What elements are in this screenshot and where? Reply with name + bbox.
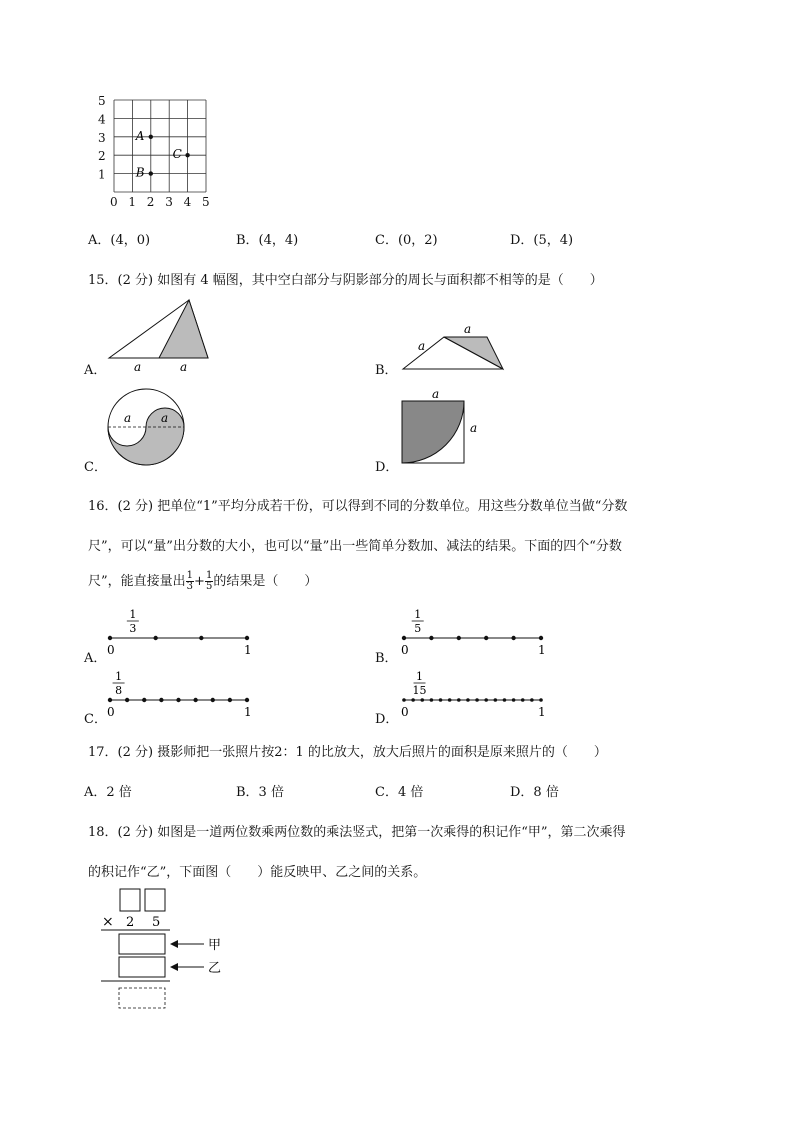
q16-frac-1: $\frac{1}{3}$ (186, 570, 194, 592)
ruler-fraction-numerator: 1 (129, 608, 137, 621)
q14-option-c[interactable]: C．(0，2) (375, 233, 438, 248)
q15-option-c-letter[interactable]: C． (84, 460, 107, 475)
ruler-tick (159, 698, 163, 702)
ruler-tick (228, 698, 232, 702)
result-box (119, 988, 165, 1008)
q16-ruler-c (104, 668, 259, 720)
ruler-start-label: 0 (401, 705, 409, 719)
digit-box-2 (145, 889, 165, 911)
ruler-tick (530, 698, 534, 702)
ruler-tick (430, 698, 434, 702)
ruler-tick (411, 698, 415, 702)
ruler-start-label: 0 (401, 643, 409, 657)
ruler-start-label: 0 (107, 643, 115, 657)
q15-a-label-1: a (134, 360, 142, 374)
grid-point-C (185, 153, 189, 157)
q18-text-line2: 的积记作“乙”，下面图（ ）能反映甲、乙之间的关系。 (88, 865, 427, 880)
grid-point-label-B: B (135, 165, 145, 180)
q15-figure-c (104, 388, 188, 472)
q15-b-label-1: a (418, 339, 426, 353)
ruler-tick (494, 698, 498, 702)
grid-y-tick: 5 (98, 94, 106, 108)
q14-option-d[interactable]: D．(5，4) (510, 233, 574, 248)
q16-ruler-b (398, 606, 553, 658)
ruler-tick (108, 698, 112, 702)
grid-x-tick: 0 (110, 195, 118, 209)
q15-a-label-2: a (180, 360, 188, 374)
q15-text: 15．(2 分) 如图有 4 幅图，其中空白部分与阴影部分的周长与面积都不相等的是（ ） (88, 273, 603, 288)
q16-option-a-letter[interactable]: A． (84, 651, 107, 666)
ruler-end-label: 1 (244, 705, 252, 719)
ruler-fraction-denominator: 15 (412, 684, 427, 697)
q17-option-a[interactable]: A．2 倍 (84, 785, 132, 800)
ruler-tick (484, 636, 488, 640)
ruler-end-label: 1 (244, 643, 252, 657)
q16-text-line3 (88, 570, 317, 592)
grid-y-tick: 2 (98, 149, 106, 164)
grid-x-tick: 1 (128, 195, 137, 209)
ruler-tick (466, 698, 470, 702)
q17-option-b[interactable]: B．3 倍 (236, 785, 284, 800)
q15-figure-a (104, 296, 216, 376)
ruler-end-label: 1 (538, 705, 546, 719)
ruler-tick (503, 698, 507, 702)
q16-plus: + (194, 574, 205, 589)
q16-text-line1: 16．(2 分) 把单位“1”平均分成若干份，可以得到不同的分数单位。用这些分数单位当做“分数 (88, 499, 628, 514)
grid-point-B (149, 171, 153, 175)
ruler-tick (439, 698, 443, 702)
digit-5: 5 (152, 915, 161, 930)
q15-c-label-1: a (124, 411, 132, 425)
grid-y-tick: 1 (98, 167, 106, 182)
ruler-tick (245, 698, 249, 702)
q16-frac-2: $\frac{1}{5}$ (205, 570, 213, 592)
label-jia: 甲 (208, 938, 222, 953)
ruler-tick (245, 636, 249, 640)
ruler-tick (402, 698, 406, 702)
ruler-tick (125, 698, 129, 702)
grid-x-tick: 2 (146, 195, 155, 209)
digit-box-1 (120, 889, 140, 911)
q15-figure-b (398, 320, 510, 374)
q14-option-b[interactable]: B．(4，4) (236, 233, 299, 248)
ruler-fraction-denominator: 5 (414, 622, 422, 635)
grid-x-tick: 5 (202, 195, 210, 209)
ruler-end-label: 1 (538, 643, 546, 657)
q17-option-d[interactable]: D．8 倍 (510, 785, 559, 800)
q16-text-line3-a: 尺”，能直接量出 (88, 574, 186, 589)
q16-text-line3-b: 的结果是（ ） (213, 574, 318, 589)
q15-option-d-letter[interactable]: D． (375, 460, 399, 475)
grid-y-tick: 4 (98, 112, 106, 127)
ruler-fraction-denominator: 8 (115, 684, 123, 697)
q17-text: 17．(2 分) 摄影师把一张照片按2：1 的比放大，放大后照片的面积是原来照片的（ ） (88, 745, 607, 760)
ruler-tick (402, 636, 406, 640)
grid-x-tick: 3 (165, 195, 173, 209)
q14-option-a[interactable]: A．(4，0) (88, 233, 151, 248)
ruler-tick (521, 698, 525, 702)
product-jia-box (119, 934, 165, 954)
grid-point-A (149, 135, 153, 139)
ruler-tick (448, 698, 452, 702)
q16-text-line2: 尺”，可以“量”出分数的大小，也可以“量”出一些简单分数加、减法的结果。下面的四个“分数 (88, 539, 622, 554)
label-yi: 乙 (208, 961, 222, 976)
ruler-tick (153, 636, 157, 640)
multiplication-figure (98, 886, 238, 1012)
ruler-start-label: 0 (107, 705, 115, 719)
ruler-tick (108, 636, 112, 640)
ruler-tick (457, 698, 461, 702)
q18-text-line1: 18．(2 分) 如图是一道两位数乘两位数的乘法竖式，把第一次乘得的积记作“甲”，第二次乘得 (88, 825, 626, 840)
q17-option-c[interactable]: C．4 倍 (375, 785, 424, 800)
q15-c-label-2: a (161, 411, 169, 425)
ruler-tick (211, 698, 215, 702)
q15-figure-d (398, 386, 488, 470)
q15-d-label-right: a (470, 421, 478, 435)
ruler-tick (420, 698, 424, 702)
coordinate-grid (94, 94, 214, 214)
ruler-tick (511, 636, 515, 640)
q15-b-label-2: a (464, 322, 472, 336)
ruler-tick (512, 698, 516, 702)
ruler-tick (539, 698, 543, 702)
q16-option-b-letter[interactable]: B． (375, 651, 398, 666)
q15-option-b-letter[interactable]: B． (375, 363, 398, 378)
ruler-fraction-numerator: 1 (416, 670, 424, 683)
times-sign: × (102, 914, 114, 930)
ruler-tick (142, 698, 146, 702)
grid-x-tick: 4 (183, 195, 192, 209)
q16-ruler-d (398, 668, 553, 720)
q16-option-c-letter[interactable]: C． (84, 712, 107, 727)
digit-2: 2 (126, 915, 135, 930)
grid-y-tick: 3 (98, 130, 106, 145)
ruler-fraction-denominator: 3 (129, 622, 137, 635)
ruler-tick (475, 698, 479, 702)
grid-point-label-C: C (172, 147, 182, 162)
q15-option-a-letter[interactable]: A． (84, 363, 107, 378)
ruler-tick (193, 698, 197, 702)
ruler-tick (199, 636, 203, 640)
ruler-fraction-numerator: 1 (414, 608, 422, 621)
product-yi-box (119, 957, 165, 977)
q16-option-d-letter[interactable]: D． (375, 712, 399, 727)
ruler-tick (429, 636, 433, 640)
q15-d-label-top: a (432, 387, 440, 401)
ruler-tick (176, 698, 180, 702)
ruler-tick (539, 636, 543, 640)
grid-point-label-A: A (135, 128, 145, 143)
ruler-tick (457, 636, 461, 640)
q16-ruler-a (104, 606, 259, 658)
ruler-tick (484, 698, 488, 702)
ruler-fraction-numerator: 1 (115, 670, 123, 683)
